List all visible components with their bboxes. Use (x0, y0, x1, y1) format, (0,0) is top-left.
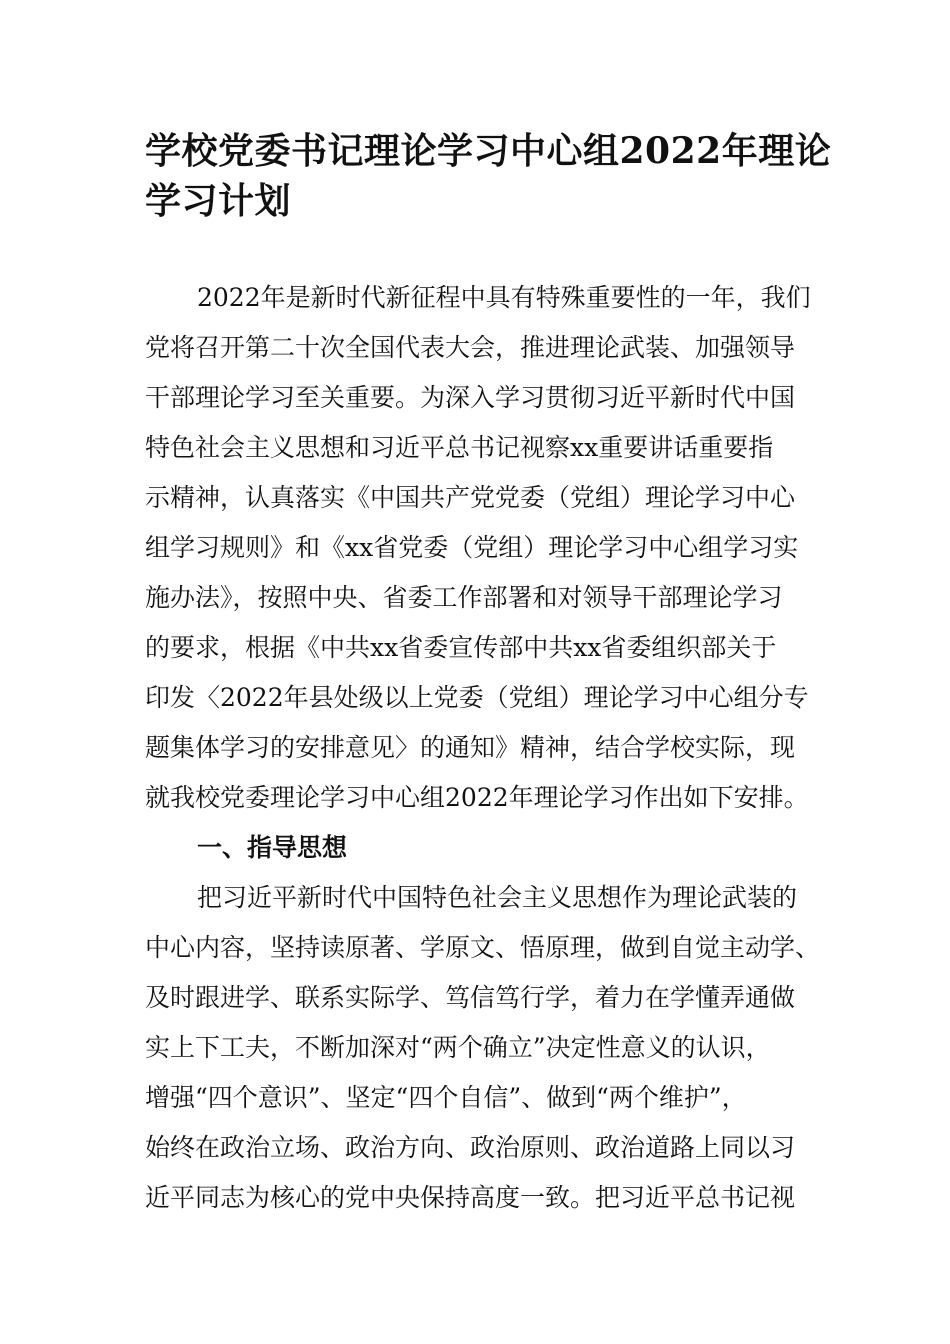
paragraph-line: 始终在政治立场、政治方向、政治原则、政治道路上同以习 (145, 1133, 796, 1162)
paragraph-line: 近平同志为核心的党中央保持高度一致。把习近平总书记视 (145, 1183, 796, 1212)
paragraph-line: 示精神，认真落实《中国共产党党委（党组）理论学习中心 (145, 483, 796, 512)
title-line: 学校党委书记理论学习中心组2022年理论 (145, 130, 832, 172)
paragraph-line: 组学习规则》和《xx省党委（党组）理论学习中心组学习实 (145, 533, 799, 562)
paragraph-line: 的要求，根据《中共xx省委宣传部中共xx省委组织部关于 (145, 633, 777, 662)
paragraph-line: 就我校党委理论学习中心组2022年理论学习作出如下安排。 (145, 783, 809, 812)
section-guiding-ideology (145, 823, 820, 1223)
paragraph-line: 特色社会主义思想和习近平总书记视察xx重要讲话重要指 (145, 433, 774, 462)
section-heading: 一、指导思想 (197, 833, 348, 862)
paragraph-line: 把习近平新时代中国特色社会主义思想作为理论武装的 (197, 883, 798, 912)
paragraph-line: 印发〈2022年县处级以上党委（党组）理论学习中心组分专 (145, 683, 809, 712)
intro-paragraph (145, 273, 820, 823)
paragraph-line: 题集体学习的安排意见〉的通知》精神，结合学校实际，现 (145, 733, 796, 762)
document-title (145, 126, 835, 226)
paragraph-line: 中心内容，坚持读原著、学原文、悟原理，做到自觉主动学、 (145, 933, 821, 962)
paragraph-line: 增强“四个意识”、坚定“四个自信”、做到“两个维护”， (145, 1083, 747, 1112)
paragraph-line: 实上下工夫，不断加深对“两个确立”决定性意义的认识， (145, 1033, 771, 1062)
title-line: 学习计划 (145, 180, 292, 222)
paragraph-line: 施办法》，按照中央、省委工作部署和对领导干部理论学习 (145, 583, 783, 612)
paragraph-line: 及时跟进学、联系实际学、笃信笃行学，着力在学懂弄通做 (145, 983, 796, 1012)
paragraph-line: 2022年是新时代新征程中具有特殊重要性的一年，我们 (197, 283, 811, 312)
paragraph-line: 干部理论学习至关重要。为深入学习贯彻习近平新时代中国 (145, 383, 796, 412)
paragraph-line: 党将召开第二十次全国代表大会，推进理论武装、加强领导 (145, 333, 796, 362)
